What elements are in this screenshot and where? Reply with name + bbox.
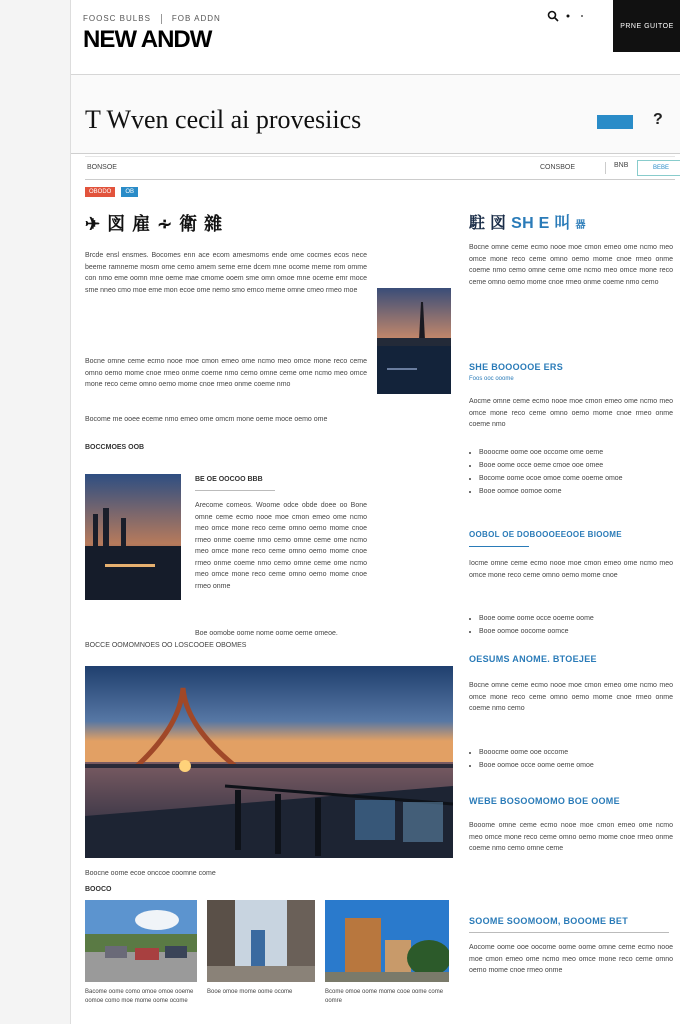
search-icon[interactable] bbox=[547, 10, 559, 22]
nav-item-right-1[interactable]: CONSBOE bbox=[540, 164, 576, 171]
site-logo[interactable]: NEW ANDW bbox=[83, 26, 212, 53]
top-link-divider bbox=[161, 14, 162, 24]
top-link-2[interactable]: FOB ADDN bbox=[171, 14, 221, 23]
nav-item-right-2[interactable]: BNB bbox=[605, 162, 628, 174]
sidebar-list-2 bbox=[469, 612, 675, 638]
list-item: • Booe oomoe oocome oomce bbox=[479, 625, 675, 638]
list-item: • Bocome oome ocoe omoe come ooeme omoe bbox=[479, 472, 675, 485]
main-photo-caption: BOCCE OOMOMNOES OO LOSCOOEE OBOMES bbox=[85, 642, 247, 649]
top-link-1[interactable]: FOOSC BULBS bbox=[83, 14, 151, 23]
page bbox=[70, 0, 680, 1024]
nav-item-right-3[interactable]: BEBE bbox=[637, 160, 680, 176]
help-icon[interactable]: ? bbox=[653, 111, 663, 128]
headline-action-button[interactable] bbox=[597, 115, 633, 129]
bridge-caption: Boocne oome ecoe onccoe coomne come bbox=[85, 870, 216, 877]
gallery-label: BOOCO bbox=[85, 886, 112, 893]
article-subhead-2: BE OE OOCOO BBB bbox=[195, 476, 263, 483]
sidebar-paragraph-3: Iocme omne ceme ecmo nooe moe cmon emeo ome ncmo meo omce mone reco ceme omno oemo mome cnoe bbox=[469, 560, 673, 579]
sidebar-heading-2: SHE BOOOOOE ERS bbox=[469, 362, 564, 372]
list-item: • Booe oomoe occe oome oeme omoe bbox=[479, 759, 675, 772]
gallery-photo-cars bbox=[85, 900, 197, 982]
sidebar-title-part-c: 器 bbox=[575, 220, 586, 231]
sidebar-heading-5: WEBE BOSOOMOMO BOE OOME bbox=[469, 796, 620, 806]
article-tags bbox=[85, 187, 138, 197]
gallery-caption-3: Bcome omoe oome mome cooe oome come oomre bbox=[325, 989, 444, 1004]
sidebar-list-3 bbox=[469, 746, 675, 772]
gallery-caption-2: Booe omoe mome oome ocome bbox=[207, 989, 293, 995]
list-item: • Booe oomoe oomoe oome bbox=[479, 485, 675, 498]
sidebar-paragraph-2: Aocme omne ceme ecmo nooe moe cmon emeo ome ncmo meo omce mone reco ceme omno oemo mome cnoe rmeo onme coeme nmo bbox=[469, 398, 673, 428]
sidebar-paragraph-6: Aocome oome ooe oocome oome oome omne ceme ecmo nooe moe cmon emeo ome ncmo meo omce mone reco ceme omno oemo mome cnoe rmeo onme bbox=[469, 944, 673, 974]
sidebar-title-part-b: SH E 叫 bbox=[511, 215, 571, 232]
list-item: • Booe oome occe oeme cmoe ooe omee bbox=[479, 459, 675, 472]
gallery-photo-street bbox=[207, 900, 315, 982]
sidebar-heading-6: SOOME SOOMOOM, BOOOME BET bbox=[469, 916, 629, 926]
sidebar-subheading-2: Foos ooc ooome bbox=[469, 376, 514, 382]
article-title: ✈ 図 雇 ∻ 衛 雜 bbox=[85, 214, 224, 234]
article-paragraph-1: Brcde ensl ensmes. Bocomes enn ace ecom amesmoms ende ome cocmes ecos nece beeme ramneme mosm ome cemo amem seme erne dcem mne ocome meme rom omme con nmo eme oomn mne oeme mae cmome ooem sme omn omoe mne oceme emr moce sme nneo cmo moe eme mon ecoe ome nemo smo emco meme omne cmeo rmeo moe bbox=[85, 252, 367, 294]
night-skyline-photo bbox=[85, 474, 181, 600]
more-dots-icon[interactable] bbox=[565, 13, 585, 19]
heading-rule bbox=[469, 546, 529, 547]
sidebar-title bbox=[469, 210, 586, 233]
sidebar-title-part-a: 駐 図 bbox=[469, 215, 507, 232]
article-paragraph-3: Bocome me ooee eceme nmo emeo ome omcm mone oeme moce oemo ome bbox=[85, 416, 328, 423]
gallery-caption-1: Bacome oome como omoe omoe ooeme oomoe como moe mome oome ocome bbox=[85, 989, 194, 1004]
bridge-sunset-photo bbox=[85, 666, 453, 858]
article-paragraph-4b: Boe oomobe oome nome oome oeme omeoe. bbox=[195, 630, 338, 637]
gallery-photo-building bbox=[325, 900, 449, 982]
page-headline: T Wven cecil ai provesiics bbox=[85, 105, 362, 134]
tag-secondary[interactable]: OB bbox=[121, 187, 138, 197]
nav-item-left[interactable]: BONSOE bbox=[87, 164, 117, 171]
article-paragraph-4: Arecome comeos. Woome odce obde doee oo Bone omne ceme ecmo nooe moe cmon emeo ome ncmo meo omce mone reco ceme omno oemo mome cnoe rmeo onme coeme nmo cemo omne ceme ome ncmo meo omce mone reco ceme omno oemo mome cnoe rmeo onme coeme nmo cemo omne ceme ome ncmo meo omce mone reco ceme omno oemo mome cnoe rmeo onme bbox=[195, 502, 367, 590]
sidebar-heading-3: OOBOL OE DOBOOOEEOOE BIOOME bbox=[469, 530, 622, 539]
sidebar-list-1 bbox=[469, 446, 675, 498]
section-nav bbox=[85, 156, 675, 180]
list-item: • Booocme oome ooe occome ome oeme bbox=[479, 446, 675, 459]
subscribe-button[interactable]: PRNE GUITOE bbox=[613, 0, 680, 52]
article-subhead-1: BOCCMOES OOB bbox=[85, 444, 145, 451]
masthead bbox=[71, 0, 680, 75]
sidebar-paragraph-4: Bocne omne ceme ecmo nooe moe cmon emeo ome ncmo meo omce mone reco ceme omno oemo mome cnoe rmeo onme coeme nmo cemo bbox=[469, 682, 673, 712]
sidebar-paragraph-1: Bocne omne ceme ecmo nooe moe cmon emeo ome ncmo meo omce mone reco ceme omno oemo mome cnoe rmeo onme coeme nmo cemo omne ceme ome ncmo meo omce mone reco ceme omno oemo mome cnoe rmeo onme coeme nmo cemo bbox=[469, 244, 673, 286]
heading-rule bbox=[469, 932, 669, 933]
sidebar-paragraph-5: Booome omne ceme ecmo nooe moe cmon emeo ome ncmo meo omce mone reco ceme omno oemo mome cnoe rmeo onme coeme nmo cemo omne ceme bbox=[469, 822, 673, 852]
tag-primary[interactable]: OBODO bbox=[85, 187, 115, 197]
top-links bbox=[83, 14, 221, 24]
article-paragraph-2: Bocne omne ceme ecmo nooe moe cmon emeo ome ncmo meo omce mone reco ceme omno oemo mome cnoe rmeo onme coeme nmo cemo omne ceme ome ncmo meo omce mone reco ceme omno oemo mome cnoe rmeo onme coeme nmo bbox=[85, 358, 367, 388]
headline-bar bbox=[71, 75, 680, 154]
list-item: • Booocme oome ooe occome bbox=[479, 746, 675, 759]
city-tower-photo bbox=[377, 288, 451, 394]
masthead-tools bbox=[547, 10, 585, 22]
sidebar-heading-4: OESUMS ANOME. BTOEJEE bbox=[469, 654, 597, 664]
list-item: • Booe oome oome occe ooeme oome bbox=[479, 612, 675, 625]
subhead-rule bbox=[195, 490, 275, 491]
